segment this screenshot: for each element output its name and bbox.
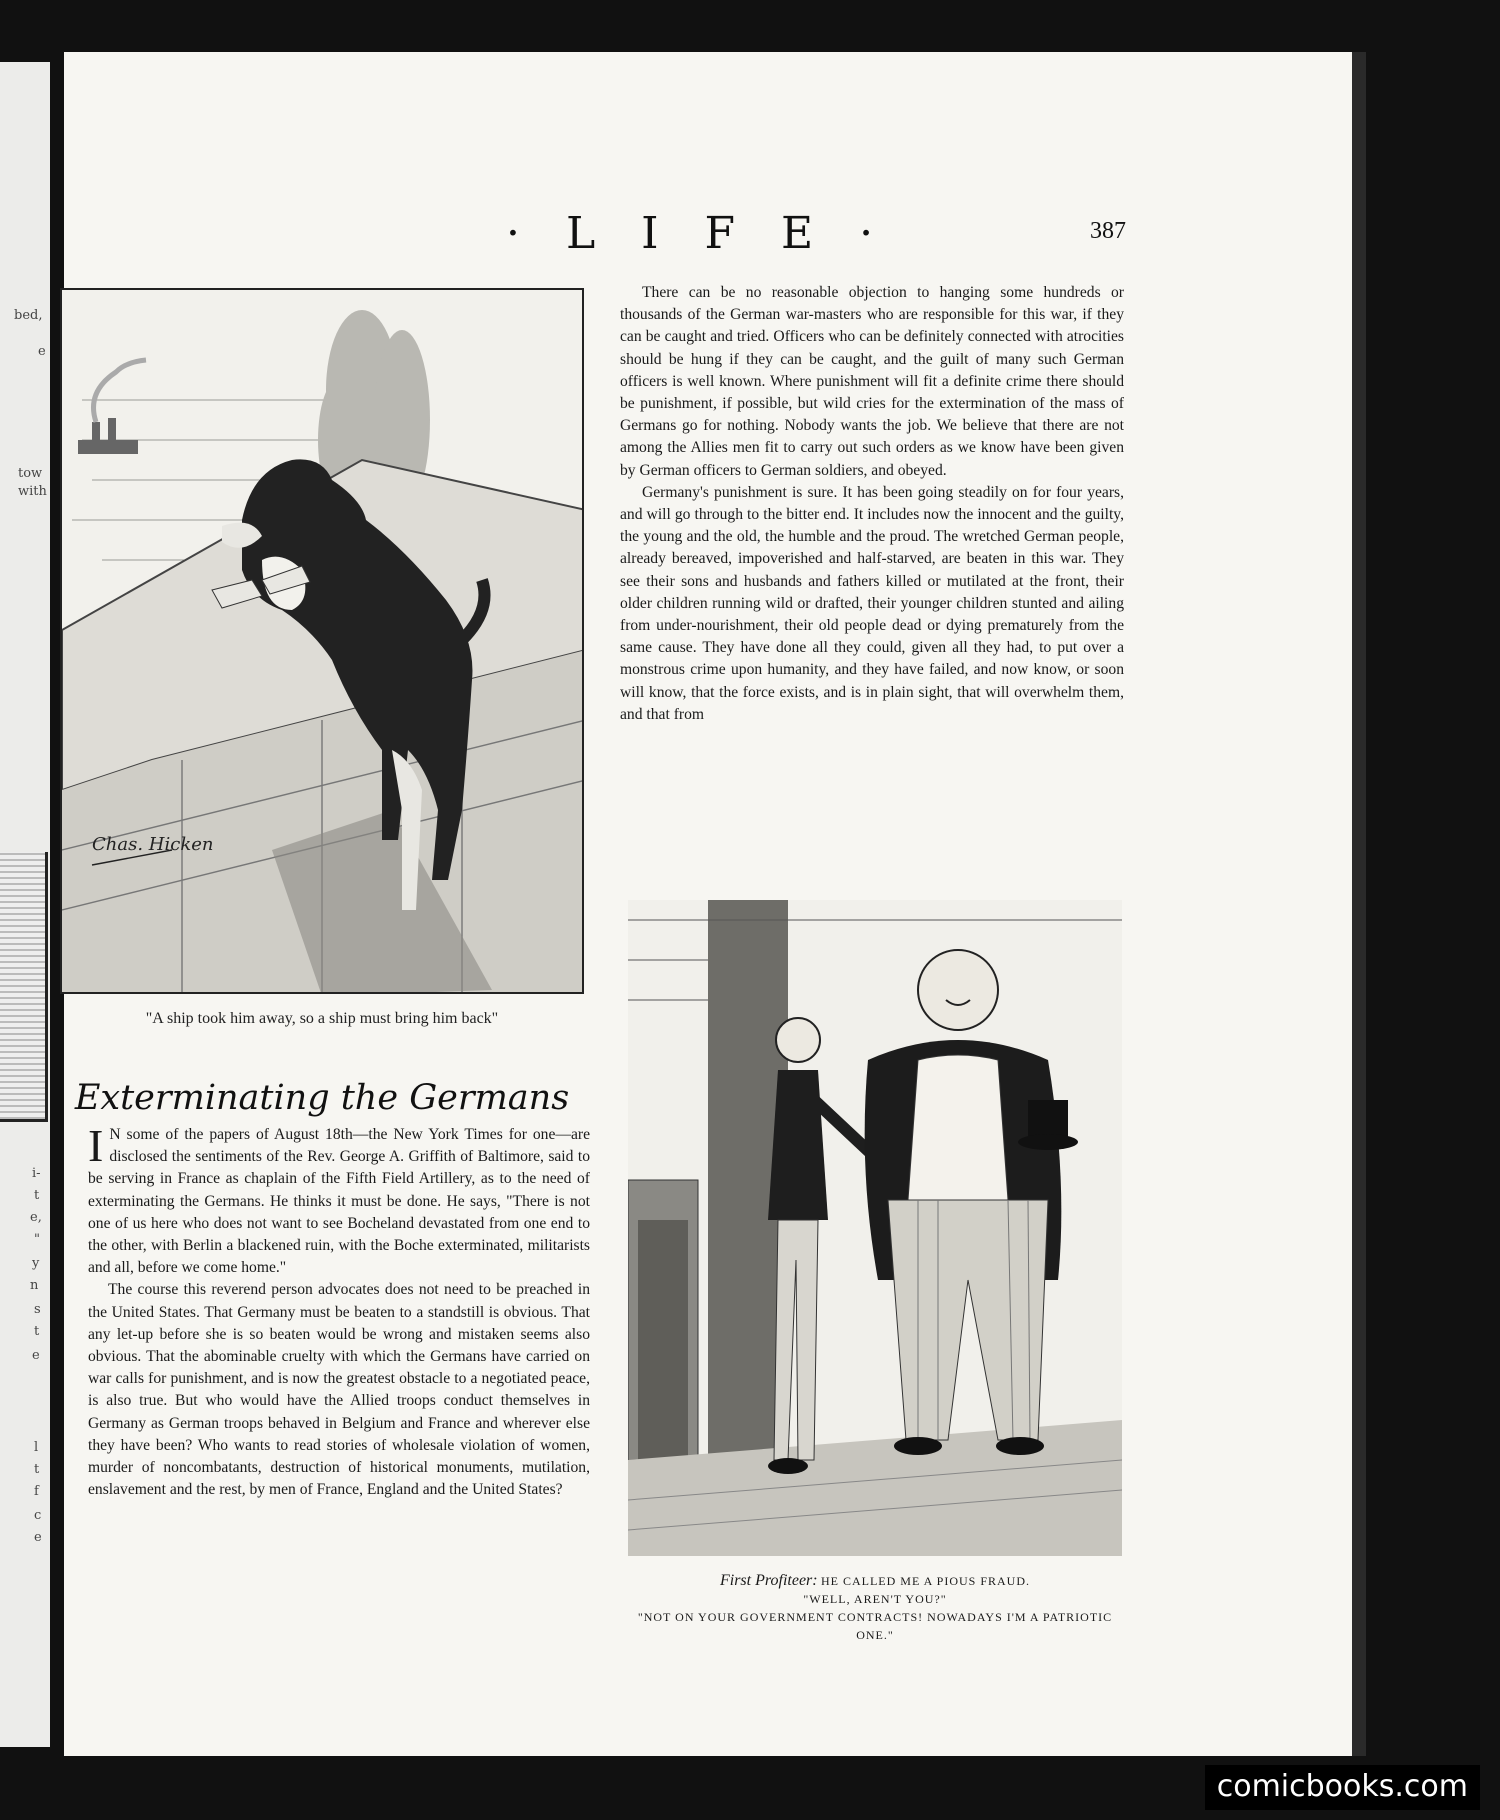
adjacent-fragment: l xyxy=(34,1440,39,1455)
adjacent-fragment: e xyxy=(32,1348,40,1363)
adjacent-fragment: t xyxy=(34,1324,40,1339)
page-edge-shadow xyxy=(1352,52,1366,1756)
adjacent-fragment: tow xyxy=(18,466,43,481)
adjacent-fragment: t xyxy=(34,1462,40,1477)
article-column-right xyxy=(620,282,1124,726)
caption-speaker: First Profiteer: xyxy=(719,1572,818,1589)
adjacent-fragment: " xyxy=(34,1232,40,1247)
dog-illustration xyxy=(60,288,584,994)
adjacent-page-strip xyxy=(0,62,50,1747)
article-paragraph xyxy=(88,1120,590,1279)
profiteer-cartoon xyxy=(628,900,1122,1556)
adjacent-fragment: y xyxy=(32,1256,40,1271)
article-paragraph-text: N some of the papers of August 18th—the New York Times for one—are disclosed the sentiments of the Rev. George A. Griffith of Baltimore, said to be serving in France as chaplain of the Fifth Field Artillery, as to the need of exterminating the Germans. He thinks it must be done. He says, "There is not one of us here who does not want to see Bocheland devastated from one end to the other, with Berlin a blackened ruin, with the Boche exterminated, militarists and all, before we come home." xyxy=(88,1126,590,1277)
adjacent-drawing-fragment xyxy=(0,852,48,1122)
adjacent-fragment: s xyxy=(34,1302,41,1317)
drop-cap: I xyxy=(88,1120,104,1171)
caption-line: HE CALLED ME A PIOUS FRAUD. xyxy=(820,1574,1030,1588)
adjacent-fragment: n xyxy=(30,1278,39,1293)
page-header xyxy=(446,208,1126,268)
caption-line: "WELL, AREN'T YOU?" xyxy=(803,1592,947,1606)
article-paragraph: The course this reverend person advocates does not need to be preached in the United States. That Germany must be beaten to a standstill is obvious. That any let-up before she is so beaten would be wrong and mistaken seems also obvious. That the abominable cruelty with which the Germans have carried on war calls for punishment, and is now the greatest obstacle to a negotiated peace, is also true. But who would have the Allied troops conduct themselves in Germany as German troops behaved in Belgium and France and wherever else they have been? Who wants to read stories of wholesale violation of women, murder of noncombatants, destruction of historical monuments, mutilation, enslavement and the rest, by men of France, England and the United States? xyxy=(88,1281,590,1499)
article-paragraph: Germany's punishment is sure. It has been going steadily on for four years, and will go through to the bitter end. It includes now the innocent and the guilty, the young and the old, the humble and the proud. The wretched German people, already bereaved, impoverished and half-starved, are beaten in this war. They see their sons and husbands and fathers killed or mutilated at the front, their older children running wild or drafted, their younger children stunted and ailing from under-nourishment, their old people dead or dying prematurely from the same cause. They have done all they could, given all they had, to put over a monstrous crime upon humanity, and they have failed, and now know, or soon will know, that the force exists, and is in plain sight, that will overwhelm them, and that from xyxy=(620,483,1124,723)
article-column-left xyxy=(88,1120,590,1501)
adjacent-fragment: c xyxy=(34,1508,42,1523)
artist-signature: Chas. Hicken xyxy=(92,834,214,855)
adjacent-fragment: e, xyxy=(30,1210,42,1225)
adjacent-fragment: f xyxy=(34,1484,39,1499)
article-headline: Exterminating the Germans xyxy=(74,1078,570,1118)
adjacent-fragment: t xyxy=(34,1188,40,1203)
adjacent-fragment: bed, xyxy=(14,308,43,323)
masthead-title: · L I F E · xyxy=(506,208,890,259)
adjacent-fragment: e xyxy=(34,1530,42,1545)
article-paragraph: There can be no reasonable objection to hanging some hundreds or thousands of the German war-masters who are responsible for this war, if they can be caught and tried. Officers who can be definitely connected with atrocities should be hung if they can be caught, and the guilt of many such German officers is well known. Where punishment will fit a definite crime there should be punishment, if possible, but wild cries for the extermination of the mass of Germans go for nothing. Nobody wants the job. We believe that there are not among the Allies men fit to carry out such orders as we know have been given by German officers to German soldiers, and obeyed. xyxy=(620,284,1124,479)
adjacent-fragment: with xyxy=(18,484,47,499)
dog-illustration-caption: "A ship took him away, so a ship must bring him back" xyxy=(145,1010,499,1027)
page-number: 387 xyxy=(1090,218,1126,244)
adjacent-fragment: i- xyxy=(32,1166,41,1181)
adjacent-fragment: e xyxy=(38,344,46,359)
profiteer-cartoon-caption xyxy=(628,1572,1122,1644)
watermark-label: comicbooks.com xyxy=(1205,1765,1480,1810)
caption-line: "NOT ON YOUR GOVERNMENT CONTRACTS! NOWADAYS I'M A PATRIOTIC ONE." xyxy=(637,1610,1113,1642)
